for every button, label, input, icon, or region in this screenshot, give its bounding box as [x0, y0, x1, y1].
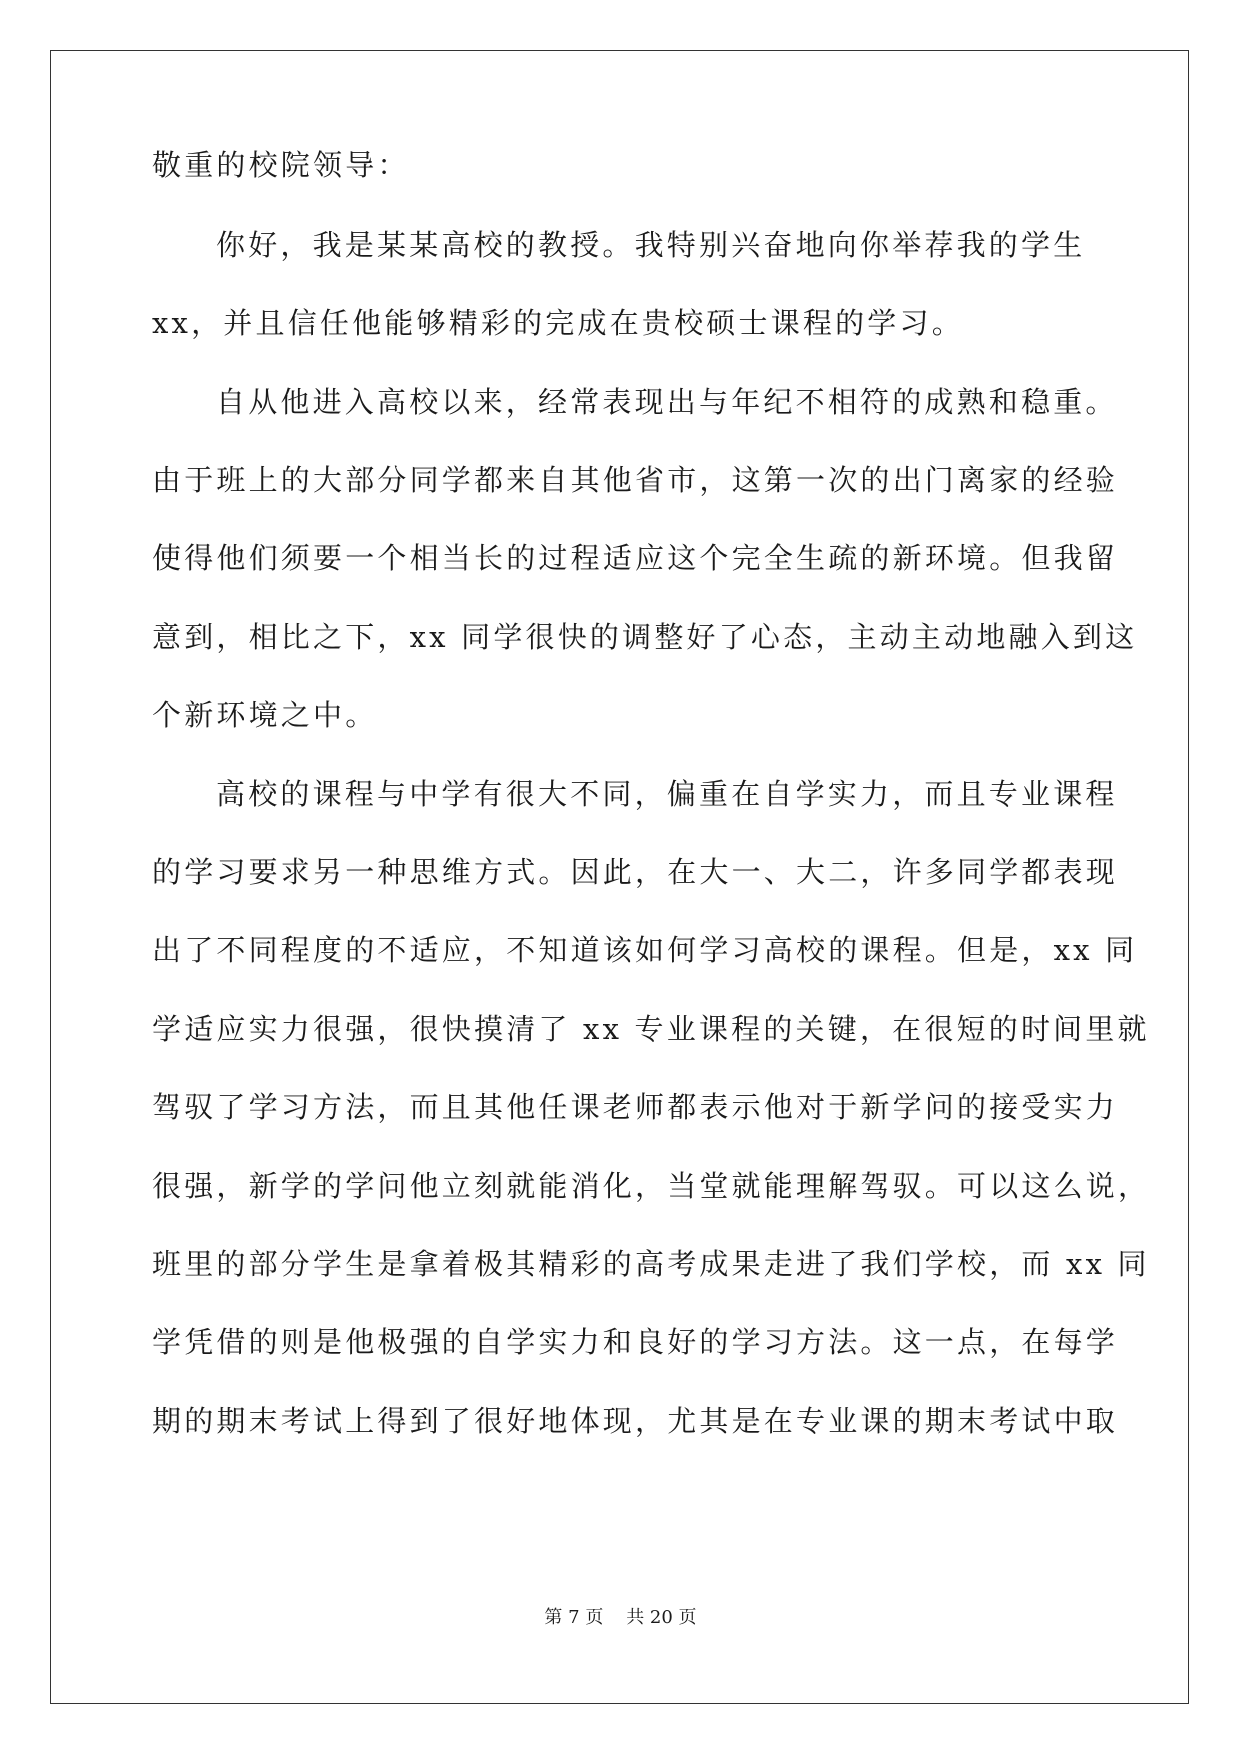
- text-line: 由于班上的大部分同学都来自其他省市，这第一次的出门离家的经验: [152, 463, 1119, 497]
- text-line: 出了不同程度的不适应，不知道该如何学习高校的课程。但是，xx 同: [152, 933, 1138, 967]
- text-line: 意到，相比之下，xx 同学很快的调整好了心态，主动主动地融入到这: [152, 620, 1138, 654]
- text-line: 高校的课程与中学有很大不同，偏重在自学实力，而且专业课程: [216, 777, 1118, 811]
- text-line: 你好，我是某某高校的教授。我特别兴奋地向你举荐我的学生: [216, 228, 1086, 262]
- text-line: 很强，新学的学问他立刻就能消化，当堂就能理解驾驭。可以这么说，: [152, 1169, 1151, 1203]
- page-number-footer: 第 7 页 共 20 页: [544, 1607, 697, 1628]
- text-line: 班里的部分学生是拿着极其精彩的高考成果走进了我们学校，而 xx 同: [152, 1247, 1150, 1281]
- text-line: 使得他们须要一个相当长的过程适应这个完全生疏的新环境。但我留: [152, 541, 1119, 575]
- text-line: 驾驭了学习方法，而且其他任课老师都表示他对于新学问的接受实力: [152, 1090, 1119, 1124]
- text-line: 期的期末考试上得到了很好地体现，尤其是在专业课的期末考试中取: [152, 1404, 1119, 1438]
- text-line: 个新环境之中。: [152, 698, 378, 732]
- text-line: 自从他进入高校以来，经常表现出与年纪不相符的成熟和稳重。: [216, 385, 1118, 419]
- text-line: 的学习要求另一种思维方式。因此，在大一、大二，许多同学都表现: [152, 855, 1119, 889]
- text-line: 学适应实力很强，很快摸清了 xx 专业课程的关键，在很短的时间里就: [152, 1012, 1150, 1046]
- salutation-line: 敬重的校院领导：: [152, 148, 410, 182]
- text-line: xx，并且信任他能够精彩的完成在贵校硕士课程的学习。: [152, 306, 964, 340]
- text-line: 学凭借的则是他极强的自学实力和良好的学习方法。这一点，在每学: [152, 1325, 1119, 1359]
